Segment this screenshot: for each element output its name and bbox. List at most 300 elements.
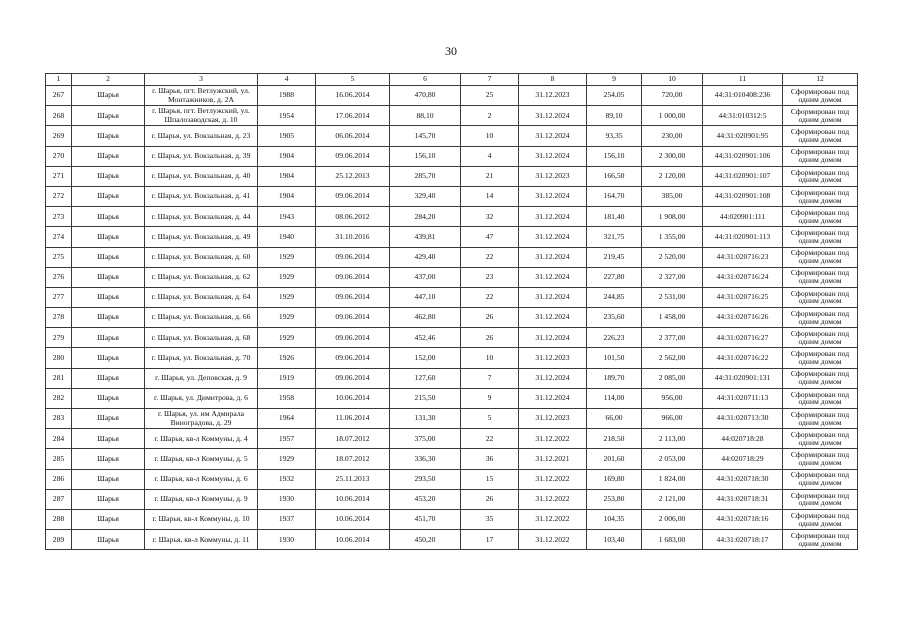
- table-cell: Шарья: [72, 328, 145, 348]
- table-cell: 131,30: [390, 409, 461, 429]
- table-cell: 1904: [258, 166, 316, 186]
- table-cell: 44:020718:29: [703, 449, 783, 469]
- table-cell: 22: [461, 287, 519, 307]
- table-cell: Шарья: [72, 388, 145, 408]
- table-cell: Сформирован под одним домом: [783, 509, 858, 529]
- table-cell: 447,10: [390, 287, 461, 307]
- table-cell: Сформирован под одним домом: [783, 530, 858, 550]
- table-cell: 429,40: [390, 247, 461, 267]
- table-cell: Сформирован под одним домом: [783, 348, 858, 368]
- table-cell: 31.12.2022: [519, 530, 587, 550]
- table-cell: Сформирован под одним домом: [783, 227, 858, 247]
- table-cell: 104,35: [587, 509, 642, 529]
- table-cell: г. Шарья, ул. Вокзальная, д. 44: [145, 207, 258, 227]
- table-cell: 103,40: [587, 530, 642, 550]
- table-cell: 26: [461, 328, 519, 348]
- table-cell: Шарья: [72, 368, 145, 388]
- table-cell: г. Шарья, ул. Вокзальная, д. 64: [145, 287, 258, 307]
- column-number: 10: [642, 74, 703, 86]
- table-cell: 44:31:020718:17: [703, 530, 783, 550]
- table-cell: Сформирован под одним домом: [783, 186, 858, 206]
- table-cell: 31.10.2016: [316, 227, 390, 247]
- table-cell: г. Шарья, ул. Вокзальная, д. 62: [145, 267, 258, 287]
- table-cell: Шарья: [72, 308, 145, 328]
- table-cell: Шарья: [72, 287, 145, 307]
- table-cell: Сформирован под одним домом: [783, 207, 858, 227]
- table-cell: 1 824,00: [642, 469, 703, 489]
- table-cell: Сформирован под одним домом: [783, 388, 858, 408]
- table-cell: 89,10: [587, 106, 642, 126]
- table-cell: 31.12.2021: [519, 449, 587, 469]
- table-cell: 2 562,00: [642, 348, 703, 368]
- table-cell: г. Шарья, ул. Вокзальная, д. 49: [145, 227, 258, 247]
- table-cell: 4: [461, 146, 519, 166]
- table-cell: 2 053,00: [642, 449, 703, 469]
- table-cell: 11.06.2014: [316, 409, 390, 429]
- table-cell: 09.06.2014: [316, 186, 390, 206]
- table-cell: 279: [46, 328, 72, 348]
- table-cell: 44:020901:111: [703, 207, 783, 227]
- table-row: [46, 530, 858, 550]
- table-cell: Шарья: [72, 429, 145, 449]
- table-cell: г. Шарья, ул. Вокзальная, д. 40: [145, 166, 258, 186]
- table-cell: г. Шарья, ул. Вокзальная, д. 41: [145, 186, 258, 206]
- table-cell: 31.12.2024: [519, 227, 587, 247]
- table-cell: Шарья: [72, 227, 145, 247]
- table-cell: г. Шарья, ул. Вокзальная, д. 39: [145, 146, 258, 166]
- table-cell: 31.12.2024: [519, 207, 587, 227]
- table-cell: 451,70: [390, 509, 461, 529]
- table-cell: 284,20: [390, 207, 461, 227]
- table-cell: 2 327,00: [642, 267, 703, 287]
- table-cell: 36: [461, 449, 519, 469]
- table-cell: 1964: [258, 409, 316, 429]
- table-cell: 1940: [258, 227, 316, 247]
- table-cell: 1930: [258, 489, 316, 509]
- table-cell: 31.12.2023: [519, 166, 587, 186]
- table-cell: 47: [461, 227, 519, 247]
- table-row: [46, 186, 858, 206]
- table-cell: 966,00: [642, 409, 703, 429]
- table-row: [46, 267, 858, 287]
- table-cell: 1905: [258, 126, 316, 146]
- table-cell: 275: [46, 247, 72, 267]
- table-cell: 44:31:020718:31: [703, 489, 783, 509]
- table-cell: 1 683,00: [642, 530, 703, 550]
- table-cell: 2 006,00: [642, 509, 703, 529]
- table-cell: г. Шарья, кв-л Коммуны, д. 10: [145, 509, 258, 529]
- table-cell: 127,60: [390, 368, 461, 388]
- table-cell: 09.06.2014: [316, 368, 390, 388]
- table-cell: Сформирован под одним домом: [783, 86, 858, 106]
- table-cell: Шарья: [72, 449, 145, 469]
- table-cell: 293,50: [390, 469, 461, 489]
- table-cell: 230,00: [642, 126, 703, 146]
- table-cell: 1 908,00: [642, 207, 703, 227]
- table-cell: Шарья: [72, 530, 145, 550]
- table-cell: 16.06.2014: [316, 86, 390, 106]
- table-body: [46, 74, 858, 550]
- table-cell: 44:31:020716:22: [703, 348, 783, 368]
- table-cell: Сформирован под одним домом: [783, 247, 858, 267]
- table-cell: 1929: [258, 308, 316, 328]
- table-cell: 286: [46, 469, 72, 489]
- column-number: 8: [519, 74, 587, 86]
- table-cell: 18.07.2012: [316, 429, 390, 449]
- column-number: 9: [587, 74, 642, 86]
- table-cell: Сформирован под одним домом: [783, 106, 858, 126]
- table-cell: 2: [461, 106, 519, 126]
- table-cell: 1929: [258, 287, 316, 307]
- table-cell: 2 121,00: [642, 489, 703, 509]
- table-cell: 31.12.2024: [519, 106, 587, 126]
- table-cell: 10.06.2014: [316, 509, 390, 529]
- table-cell: 720,00: [642, 86, 703, 106]
- table-cell: 44:31:020718:16: [703, 509, 783, 529]
- table-cell: 1958: [258, 388, 316, 408]
- table-cell: 1943: [258, 207, 316, 227]
- table-cell: 285: [46, 449, 72, 469]
- table-cell: г. Шарья, кв-л Коммуны, д. 5: [145, 449, 258, 469]
- table-cell: Шарья: [72, 146, 145, 166]
- column-number: 2: [72, 74, 145, 86]
- table-cell: г. Шарья, пгт. Ветлужский, ул. Монтажников, д. 2А: [145, 86, 258, 106]
- table-row: [46, 509, 858, 529]
- table-cell: 1954: [258, 106, 316, 126]
- table-cell: 18.07.2012: [316, 449, 390, 469]
- table-cell: Сформирован под одним домом: [783, 489, 858, 509]
- table-cell: г. Шарья, ул. Вокзальная, д. 23: [145, 126, 258, 146]
- table-cell: г. Шарья, ул. Вокзальная, д. 70: [145, 348, 258, 368]
- table-cell: 450,20: [390, 530, 461, 550]
- table-cell: 1937: [258, 509, 316, 529]
- housing-register-table: [45, 73, 858, 550]
- table-cell: 32: [461, 207, 519, 227]
- table-row: [46, 368, 858, 388]
- page-number: 30: [445, 44, 457, 58]
- table-cell: 31.12.2024: [519, 146, 587, 166]
- table-cell: 278: [46, 308, 72, 328]
- table-cell: 2 120,00: [642, 166, 703, 186]
- table-row: [46, 146, 858, 166]
- table-cell: 10.06.2014: [316, 388, 390, 408]
- table-cell: 439,81: [390, 227, 461, 247]
- table-row: [46, 106, 858, 126]
- table-cell: 101,50: [587, 348, 642, 368]
- table-cell: 7: [461, 368, 519, 388]
- table-cell: 452,46: [390, 328, 461, 348]
- table-cell: 453,20: [390, 489, 461, 509]
- table-cell: Шарья: [72, 409, 145, 429]
- table-cell: 219,45: [587, 247, 642, 267]
- table-cell: 10.06.2014: [316, 530, 390, 550]
- table-cell: 218,50: [587, 429, 642, 449]
- table-cell: 169,80: [587, 469, 642, 489]
- table-cell: 44:31:010312:5: [703, 106, 783, 126]
- table-cell: 44:31:020716:24: [703, 267, 783, 287]
- table-cell: 22: [461, 429, 519, 449]
- table-cell: 44:31:020901:113: [703, 227, 783, 247]
- table-cell: 31.12.2023: [519, 409, 587, 429]
- table-cell: 1932: [258, 469, 316, 489]
- table-cell: Шарья: [72, 469, 145, 489]
- table-cell: 271: [46, 166, 72, 186]
- column-number: 6: [390, 74, 461, 86]
- table-cell: 1929: [258, 267, 316, 287]
- table-cell: 166,50: [587, 166, 642, 186]
- column-number: 5: [316, 74, 390, 86]
- table-cell: 1904: [258, 146, 316, 166]
- column-number: 11: [703, 74, 783, 86]
- table-cell: 164,70: [587, 186, 642, 206]
- table-cell: 31.12.2022: [519, 509, 587, 529]
- table-row: [46, 469, 858, 489]
- table-cell: 1 458,00: [642, 308, 703, 328]
- table-cell: 385,00: [642, 186, 703, 206]
- table-cell: 25.11.2013: [316, 469, 390, 489]
- table-cell: 269: [46, 126, 72, 146]
- table-cell: 5: [461, 409, 519, 429]
- column-number: 12: [783, 74, 858, 86]
- table-cell: 287: [46, 489, 72, 509]
- column-number: 4: [258, 74, 316, 86]
- table-cell: Шарья: [72, 267, 145, 287]
- table-cell: 2 377,00: [642, 328, 703, 348]
- table-row: [46, 166, 858, 186]
- table-cell: г. Шарья, ул. Деповская, д. 9: [145, 368, 258, 388]
- table-cell: 44:31:020718:30: [703, 469, 783, 489]
- table-cell: 15: [461, 469, 519, 489]
- table-cell: 06.06.2014: [316, 126, 390, 146]
- table-row: [46, 449, 858, 469]
- table-cell: 281: [46, 368, 72, 388]
- table-cell: Сформирован под одним домом: [783, 449, 858, 469]
- table-cell: 88,10: [390, 106, 461, 126]
- table-cell: 44:31:020901:108: [703, 186, 783, 206]
- table-cell: 244,85: [587, 287, 642, 307]
- table-cell: 44:31:020711:13: [703, 388, 783, 408]
- table-cell: Шарья: [72, 186, 145, 206]
- table-cell: 66,00: [587, 409, 642, 429]
- table-cell: 437,00: [390, 267, 461, 287]
- table-cell: 1 355,00: [642, 227, 703, 247]
- column-number: 1: [46, 74, 72, 86]
- table-cell: 31.12.2024: [519, 126, 587, 146]
- table-cell: 31.12.2024: [519, 186, 587, 206]
- table-cell: 31.12.2023: [519, 348, 587, 368]
- table-cell: 1919: [258, 368, 316, 388]
- table-cell: 2 300,00: [642, 146, 703, 166]
- table-cell: 09.06.2014: [316, 348, 390, 368]
- table-cell: 17: [461, 530, 519, 550]
- table-cell: 235,60: [587, 308, 642, 328]
- table-cell: 280: [46, 348, 72, 368]
- table-row: [46, 308, 858, 328]
- table-cell: Сформирован под одним домом: [783, 429, 858, 449]
- table-cell: 277: [46, 287, 72, 307]
- table-cell: 44:31:020716:27: [703, 328, 783, 348]
- table-cell: 270: [46, 146, 72, 166]
- table-cell: 283: [46, 409, 72, 429]
- table-cell: 321,75: [587, 227, 642, 247]
- table-row: [46, 86, 858, 106]
- table-cell: Шарья: [72, 509, 145, 529]
- table-cell: 274: [46, 227, 72, 247]
- table-cell: 267: [46, 86, 72, 106]
- table-cell: 215,50: [390, 388, 461, 408]
- table-cell: г. Шарья, ул. Вокзальная, д. 60: [145, 247, 258, 267]
- table-cell: 44:31:020713:30: [703, 409, 783, 429]
- table-cell: 181,40: [587, 207, 642, 227]
- table-cell: 1929: [258, 328, 316, 348]
- column-number: 3: [145, 74, 258, 86]
- table-cell: 44:31:020901:95: [703, 126, 783, 146]
- table-cell: г. Шарья, кв-л Коммуны, д. 9: [145, 489, 258, 509]
- table-cell: 253,80: [587, 489, 642, 509]
- table-cell: Сформирован под одним домом: [783, 328, 858, 348]
- table-cell: 44:31:020716:23: [703, 247, 783, 267]
- table-cell: 470,80: [390, 86, 461, 106]
- table-cell: 09.06.2014: [316, 146, 390, 166]
- table-row: [46, 328, 858, 348]
- table-cell: 156,10: [587, 146, 642, 166]
- table-cell: 44:31:020716:25: [703, 287, 783, 307]
- table-cell: 336,30: [390, 449, 461, 469]
- table-cell: 254,05: [587, 86, 642, 106]
- table-row: [46, 489, 858, 509]
- table-cell: 152,00: [390, 348, 461, 368]
- table-cell: 2 085,00: [642, 368, 703, 388]
- table-cell: 284: [46, 429, 72, 449]
- table-cell: 44:31:020901:131: [703, 368, 783, 388]
- table-cell: 289: [46, 530, 72, 550]
- table-cell: 189,70: [587, 368, 642, 388]
- table-row: [46, 247, 858, 267]
- table-cell: Шарья: [72, 348, 145, 368]
- table-cell: 31.12.2024: [519, 287, 587, 307]
- table-cell: 26: [461, 308, 519, 328]
- table-cell: г. Шарья, ул. Вокзальная, д. 66: [145, 308, 258, 328]
- table-cell: Шарья: [72, 106, 145, 126]
- table-cell: 31.12.2024: [519, 328, 587, 348]
- table-cell: 10: [461, 126, 519, 146]
- table-cell: Сформирован под одним домом: [783, 368, 858, 388]
- table-cell: г. Шарья, кв-л Коммуны, д. 11: [145, 530, 258, 550]
- table-cell: 31.12.2024: [519, 388, 587, 408]
- table-cell: г. Шарья, ул. Вокзальная, д. 68: [145, 328, 258, 348]
- table-cell: 273: [46, 207, 72, 227]
- table-cell: Шарья: [72, 247, 145, 267]
- table-cell: Шарья: [72, 489, 145, 509]
- table-cell: 09.06.2014: [316, 267, 390, 287]
- table-cell: 44:31:020716:26: [703, 308, 783, 328]
- table-cell: 2 531,00: [642, 287, 703, 307]
- table-cell: 156,10: [390, 146, 461, 166]
- table-cell: 25: [461, 86, 519, 106]
- table-cell: 23: [461, 267, 519, 287]
- table-cell: 09.06.2014: [316, 308, 390, 328]
- table-cell: 44:020718:28: [703, 429, 783, 449]
- table-cell: 09.06.2014: [316, 328, 390, 348]
- table-cell: Сформирован под одним домом: [783, 308, 858, 328]
- table-cell: 1957: [258, 429, 316, 449]
- table-cell: 288: [46, 509, 72, 529]
- table-cell: 31.12.2024: [519, 368, 587, 388]
- table-cell: 35: [461, 509, 519, 529]
- table-cell: 25.12.2013: [316, 166, 390, 186]
- table-cell: 226,23: [587, 328, 642, 348]
- table-cell: 08.06.2012: [316, 207, 390, 227]
- table-cell: 22: [461, 247, 519, 267]
- table-cell: 1929: [258, 247, 316, 267]
- table-cell: 21: [461, 166, 519, 186]
- table-cell: 44:31:010408:236: [703, 86, 783, 106]
- table-cell: 10.06.2014: [316, 489, 390, 509]
- table-cell: 10: [461, 348, 519, 368]
- table-cell: 282: [46, 388, 72, 408]
- table-cell: 375,00: [390, 429, 461, 449]
- table-cell: Сформирован под одним домом: [783, 126, 858, 146]
- table-cell: 31.12.2022: [519, 469, 587, 489]
- table-cell: г. Шарья, пгт. Ветлужский, ул. Шпалозаводская, д. 10: [145, 106, 258, 126]
- table-cell: 09.06.2014: [316, 247, 390, 267]
- table-cell: 44:31:020901:107: [703, 166, 783, 186]
- table-row: [46, 126, 858, 146]
- table-cell: 268: [46, 106, 72, 126]
- table-cell: 1926: [258, 348, 316, 368]
- table-cell: Сформирован под одним домом: [783, 409, 858, 429]
- table-cell: 44:31:020901:106: [703, 146, 783, 166]
- table-cell: 272: [46, 186, 72, 206]
- column-number: 7: [461, 74, 519, 86]
- table-cell: 31.12.2022: [519, 429, 587, 449]
- table-cell: 31.12.2024: [519, 308, 587, 328]
- table-cell: 329,40: [390, 186, 461, 206]
- table-cell: 1929: [258, 449, 316, 469]
- table-row: [46, 409, 858, 429]
- table-cell: Шарья: [72, 166, 145, 186]
- table-cell: г. Шарья, кв-л Коммуны, д. 6: [145, 469, 258, 489]
- table-cell: 227,80: [587, 267, 642, 287]
- table-cell: Сформирован под одним домом: [783, 146, 858, 166]
- table-cell: Сформирован под одним домом: [783, 267, 858, 287]
- table-cell: 1930: [258, 530, 316, 550]
- table-row: [46, 207, 858, 227]
- table-cell: 145,70: [390, 126, 461, 146]
- table-row: [46, 287, 858, 307]
- table-cell: 9: [461, 388, 519, 408]
- table-cell: 462,80: [390, 308, 461, 328]
- table-cell: Сформирован под одним домом: [783, 287, 858, 307]
- table-cell: 956,00: [642, 388, 703, 408]
- table-cell: 31.12.2023: [519, 86, 587, 106]
- table-cell: 14: [461, 186, 519, 206]
- table-cell: 93,35: [587, 126, 642, 146]
- table-row: [46, 227, 858, 247]
- table-cell: Шарья: [72, 86, 145, 106]
- table-cell: Шарья: [72, 126, 145, 146]
- table-cell: Шарья: [72, 207, 145, 227]
- table-cell: 1904: [258, 186, 316, 206]
- table-row: [46, 348, 858, 368]
- table-cell: г. Шарья, кв-л Коммуны, д. 4: [145, 429, 258, 449]
- table-cell: 31.12.2024: [519, 267, 587, 287]
- table-cell: 2 520,00: [642, 247, 703, 267]
- table-cell: г. Шарья, ул. Димитрова, д. 6: [145, 388, 258, 408]
- column-number-row: [46, 74, 858, 86]
- table-cell: 31.12.2024: [519, 247, 587, 267]
- table-cell: Сформирован под одним домом: [783, 469, 858, 489]
